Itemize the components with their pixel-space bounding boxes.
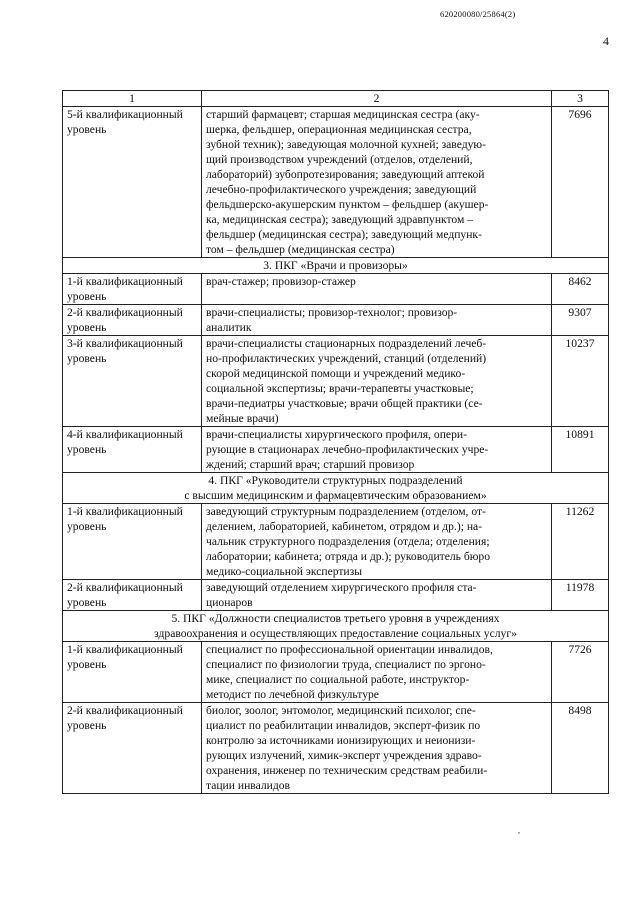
section-header-row (63, 473, 609, 504)
section-header-row (63, 258, 609, 274)
qualification-level: 2-й квалификационный уровень (63, 580, 202, 611)
table-row (63, 427, 609, 473)
section-title: 5. ПКГ «Должности специалистов третьего уровня в учреждениях здравоохранения и осуществляющих предоставление социальных услуг» (63, 611, 609, 642)
salary-value: 9307 (552, 305, 609, 336)
salary-table (62, 90, 609, 794)
table-row (63, 580, 609, 611)
salary-value: 11262 (552, 504, 609, 580)
table-row (63, 336, 609, 427)
positions-list: биолог, зоолог, энтомолог, медицинский психолог, спе- циалист по реабилитации инвалидов, эксперт-физик по контролю за источниками ионизирующих и неионизи- рующих излучений, химик-эксперт учреждения здраво- охранения, инженер по техническим средствам реабили- тации инвалидов (202, 703, 552, 794)
positions-list: врачи-специалисты; провизор-технолог; провизор- аналитик (202, 305, 552, 336)
qualification-level: 2-й квалификационный уровень (63, 305, 202, 336)
salary-value: 11978 (552, 580, 609, 611)
section-title: 4. ПКГ «Руководители структурных подразделений с высшим медицинским и фармацевтическим образованием» (63, 473, 609, 504)
qualification-level: 3-й квалификационный уровень (63, 336, 202, 427)
column-header-2: 2 (202, 91, 552, 107)
table-row (63, 642, 609, 703)
table-row (63, 504, 609, 580)
salary-value: 7726 (552, 642, 609, 703)
table-header-row (63, 91, 609, 107)
qualification-level: 1-й квалификационный уровень (63, 504, 202, 580)
column-header-1: 1 (63, 91, 202, 107)
positions-list: врач-стажер; провизор-стажер (202, 274, 552, 305)
page-number: 4 (603, 34, 609, 48)
table-row (63, 703, 609, 794)
section-title: 3. ПКГ «Врачи и провизоры» (63, 258, 609, 274)
qualification-level: 1-й квалификационный уровень (63, 274, 202, 305)
salary-value: 10891 (552, 427, 609, 473)
positions-list: специалист по профессиональной ориентации инвалидов, специалист по физиологии труда, специалист по эргоно- мике, специалист по социальной работе, инструктор- методист по лечебной физкультуре (202, 642, 552, 703)
salary-value: 7696 (552, 107, 609, 258)
stray-mark: , (518, 826, 520, 835)
positions-list: старший фармацевт; старшая медицинская сестра (аку- шерка, фельдшер, операционная медицинская сестра, зубной техник); заведующая молочной кухней; заведую- щий производством учреждений (отделов, отделений, лабораторий) зубопротезирования; заведующий аптекой лечебно-профилактического учреждения; заведующий фельдшерско-акушерским пунктом – фельдшер (акушер- ка, медицинская сестра); заведующий здравпунктом – фельдшер (медицинская сестра); заведующий медпунк- том – фельдшер (медицинская сестра) (202, 107, 552, 258)
document-number: 620200080/25864(2) (440, 9, 516, 19)
positions-list: врачи-специалисты хирургического профиля, опери- рующие в стационарах лечебно-профилактических учре- ждений; старший врач; старший провизор (202, 427, 552, 473)
column-header-3: 3 (552, 91, 609, 107)
qualification-level: 2-й квалификационный уровень (63, 703, 202, 794)
table-row (63, 107, 609, 258)
positions-list: врачи-специалисты стационарных подразделений лечеб- но-профилактических учреждений, станций (отделений) скорой медицинской помощи и учреждений медико- социальной экспертизы; врачи-терапевты участковые; врачи-педиатры участковые; врачи общей практики (се- мейные врачи) (202, 336, 552, 427)
positions-list: заведующий отделением хирургического профиля ста- ционаров (202, 580, 552, 611)
qualification-level: 5-й квалификационный уровень (63, 107, 202, 258)
table-row (63, 305, 609, 336)
qualification-level: 4-й квалификационный уровень (63, 427, 202, 473)
salary-value: 10237 (552, 336, 609, 427)
table-row (63, 274, 609, 305)
salary-value: 8462 (552, 274, 609, 305)
positions-list: заведующий структурным подразделением (отделом, от- делением, лабораторией, кабинетом, отрядом и др.); на- чальник структурного подразделения (отдела; отделения; лаборатории; кабинета; отряда и др.); руководитель бюро медико-социальной экспертизы (202, 504, 552, 580)
section-header-row (63, 611, 609, 642)
qualification-level: 1-й квалификационный уровень (63, 642, 202, 703)
salary-value: 8498 (552, 703, 609, 794)
